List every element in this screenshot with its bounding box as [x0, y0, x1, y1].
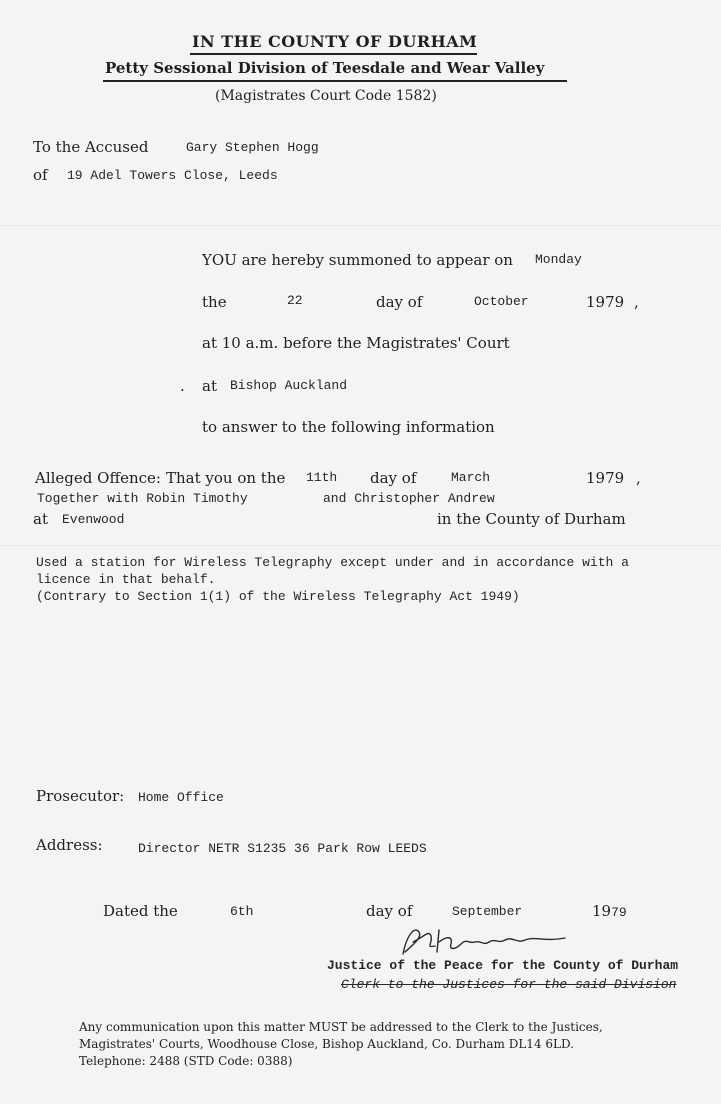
comma-mark: , [634, 293, 639, 311]
dated-day: 6th [230, 904, 254, 919]
offence-that-text: That you on the [166, 469, 286, 487]
to-accused-label: To the Accused [33, 138, 149, 156]
dated-year-suffix: 79 [611, 905, 627, 920]
co-accused-1: Together with Robin Timothy [37, 491, 248, 506]
paper-fold-line [0, 225, 721, 226]
accused-address: 19 Adel Towers Close, Leeds [67, 168, 278, 183]
day-of-label: day of [376, 293, 423, 311]
footer-line-1: Any communication upon this matter MUST be addressed to the Clerk to the Justices, [79, 1020, 603, 1034]
at-label: at [202, 377, 217, 395]
offence-month: March [451, 470, 491, 485]
dated-label: Dated the [103, 902, 178, 920]
court-place: Bishop Auckland [230, 378, 348, 393]
division-underline [103, 80, 567, 82]
division-heading: Petty Sessional Division of Teesdale and Wear Valley [105, 59, 545, 77]
appearance-time-text: at 10 a.m. before the Magistrates' Court [202, 334, 510, 352]
footer-line-2: Magistrates' Courts, Woodhouse Close, Bishop Auckland, Co. Durham DL14 6LD. [79, 1037, 574, 1051]
paper-fold-line [0, 545, 721, 546]
offence-label: Alleged Offence: [35, 469, 161, 487]
offence-year: 1979 [586, 469, 625, 487]
dated-day-of-label: day of [366, 902, 413, 920]
stray-dot: . [180, 377, 185, 395]
offence-day: 11th [306, 470, 338, 485]
address-label: Address: [36, 836, 103, 854]
the-label: the [202, 293, 227, 311]
offence-county: in the County of Durham [437, 510, 626, 528]
prosecutor-name: Home Office [138, 790, 224, 805]
offence-description-line3: (Contrary to Section 1(1) of the Wireless Telegraphy Act 1949) [36, 589, 520, 604]
heading-underline [190, 53, 477, 55]
handwritten-signature [395, 922, 575, 960]
answer-text: to answer to the following information [202, 418, 495, 436]
appearance-weekday: Monday [535, 252, 582, 267]
offence-description-line1: Used a station for Wireless Telegraphy except under and in accordance with a [36, 555, 629, 570]
co-accused-2: and Christopher Andrew [323, 491, 495, 506]
court-code: (Magistrates Court Code 1582) [215, 88, 437, 104]
dated-year [592, 902, 627, 920]
summons-text: YOU are hereby summoned to appear on [202, 251, 513, 269]
accused-name: Gary Stephen Hogg [186, 140, 319, 155]
prosecutor-address: Director NETR S1235 36 Park Row LEEDS [138, 841, 427, 856]
footer-notice [79, 1019, 679, 1070]
appearance-year: 1979 [586, 293, 625, 311]
dated-year-prefix: 19 [592, 902, 612, 920]
signatory-title: Justice of the Peace for the County of Durham [327, 958, 679, 973]
struck-clerk-title: Clerk to the Justices for the said Division [341, 977, 677, 992]
county-heading: IN THE COUNTY OF DURHAM [192, 32, 478, 51]
offence-description-line2: licence in that behalf. [36, 572, 216, 587]
offence-comma: , [636, 469, 641, 487]
appearance-day: 22 [287, 293, 303, 308]
prosecutor-label: Prosecutor: [36, 787, 125, 805]
offence-location: Evenwood [62, 512, 125, 527]
appearance-month: October [474, 294, 529, 309]
footer-line-3: Telephone: 2488 (STD Code: 0388) [79, 1054, 293, 1068]
dated-month: September [452, 904, 523, 919]
of-label: of [33, 166, 48, 184]
offence-at-label: at [33, 510, 48, 528]
offence-day-of-label: day of [370, 469, 417, 487]
